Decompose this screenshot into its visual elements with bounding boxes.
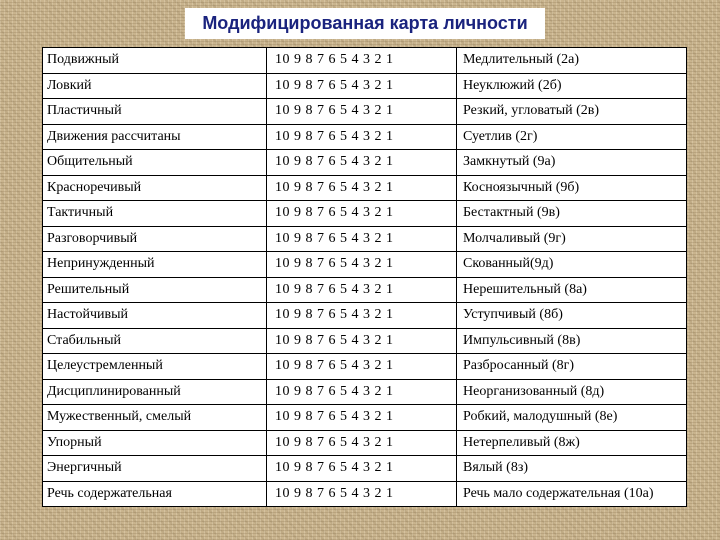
trait-negative-cell: Неуклюжий (2б) bbox=[457, 73, 687, 99]
table-row bbox=[43, 328, 687, 354]
table-row bbox=[43, 430, 687, 456]
trait-negative-cell: Уступчивый (8б) bbox=[457, 303, 687, 329]
table-row bbox=[43, 175, 687, 201]
rating-scale-cell: 10 9 8 7 6 5 4 3 2 1 bbox=[267, 456, 457, 482]
rating-scale-cell: 10 9 8 7 6 5 4 3 2 1 bbox=[267, 175, 457, 201]
trait-positive-cell: Подвижный bbox=[43, 48, 267, 74]
trait-positive-cell: Непринужденный bbox=[43, 252, 267, 278]
table-row bbox=[43, 405, 687, 431]
table-row bbox=[43, 99, 687, 125]
trait-positive-cell: Тактичный bbox=[43, 201, 267, 227]
trait-positive-cell: Общительный bbox=[43, 150, 267, 176]
rating-scale-cell: 10 9 8 7 6 5 4 3 2 1 bbox=[267, 99, 457, 125]
trait-negative-cell: Нетерпеливый (8ж) bbox=[457, 430, 687, 456]
table-row bbox=[43, 303, 687, 329]
trait-positive-cell: Настойчивый bbox=[43, 303, 267, 329]
rating-scale-cell: 10 9 8 7 6 5 4 3 2 1 bbox=[267, 379, 457, 405]
trait-positive-cell: Разговорчивый bbox=[43, 226, 267, 252]
title-box bbox=[185, 8, 545, 39]
trait-negative-cell: Замкнутый (9а) bbox=[457, 150, 687, 176]
rating-scale-cell: 10 9 8 7 6 5 4 3 2 1 bbox=[267, 481, 457, 507]
table-row bbox=[43, 277, 687, 303]
trait-negative-cell: Суетлив (2г) bbox=[457, 124, 687, 150]
table-row bbox=[43, 379, 687, 405]
trait-negative-cell: Скованный(9д) bbox=[457, 252, 687, 278]
table-row bbox=[43, 354, 687, 380]
trait-negative-cell: Нерешительный (8а) bbox=[457, 277, 687, 303]
trait-negative-cell: Медлительный (2а) bbox=[457, 48, 687, 74]
page-title: Модифицированная карта личности bbox=[202, 13, 528, 33]
trait-negative-cell: Импульсивный (8в) bbox=[457, 328, 687, 354]
table-row bbox=[43, 124, 687, 150]
table-body bbox=[43, 48, 687, 507]
table-row bbox=[43, 226, 687, 252]
trait-positive-cell: Движения рассчитаны bbox=[43, 124, 267, 150]
trait-negative-cell: Молчаливый (9г) bbox=[457, 226, 687, 252]
trait-negative-cell: Вялый (8з) bbox=[457, 456, 687, 482]
rating-scale-cell: 10 9 8 7 6 5 4 3 2 1 bbox=[267, 430, 457, 456]
personality-card-table bbox=[42, 47, 687, 507]
trait-negative-cell: Неорганизованный (8д) bbox=[457, 379, 687, 405]
trait-negative-cell: Разбросанный (8г) bbox=[457, 354, 687, 380]
rating-scale-cell: 10 9 8 7 6 5 4 3 2 1 bbox=[267, 328, 457, 354]
rating-scale-cell: 10 9 8 7 6 5 4 3 2 1 bbox=[267, 303, 457, 329]
table-row bbox=[43, 201, 687, 227]
table-row bbox=[43, 252, 687, 278]
rating-scale-cell: 10 9 8 7 6 5 4 3 2 1 bbox=[267, 150, 457, 176]
trait-negative-cell: Робкий, малодушный (8е) bbox=[457, 405, 687, 431]
table-row bbox=[43, 150, 687, 176]
trait-positive-cell: Целеустремленный bbox=[43, 354, 267, 380]
rating-scale-cell: 10 9 8 7 6 5 4 3 2 1 bbox=[267, 354, 457, 380]
trait-positive-cell: Решительный bbox=[43, 277, 267, 303]
table-row bbox=[43, 48, 687, 74]
trait-negative-cell: Бестактный (9в) bbox=[457, 201, 687, 227]
rating-scale-cell: 10 9 8 7 6 5 4 3 2 1 bbox=[267, 73, 457, 99]
table-row bbox=[43, 481, 687, 507]
trait-positive-cell: Ловкий bbox=[43, 73, 267, 99]
trait-negative-cell: Речь мало содержательная (10а) bbox=[457, 481, 687, 507]
trait-positive-cell: Речь содержательная bbox=[43, 481, 267, 507]
rating-scale-cell: 10 9 8 7 6 5 4 3 2 1 bbox=[267, 277, 457, 303]
rating-scale-cell: 10 9 8 7 6 5 4 3 2 1 bbox=[267, 252, 457, 278]
trait-positive-cell: Мужественный, смелый bbox=[43, 405, 267, 431]
table-row bbox=[43, 73, 687, 99]
rating-scale-cell: 10 9 8 7 6 5 4 3 2 1 bbox=[267, 201, 457, 227]
trait-negative-cell: Резкий, угловатый (2в) bbox=[457, 99, 687, 125]
trait-negative-cell: Косноязычный (9б) bbox=[457, 175, 687, 201]
trait-positive-cell: Упорный bbox=[43, 430, 267, 456]
trait-positive-cell: Энергичный bbox=[43, 456, 267, 482]
table-row bbox=[43, 456, 687, 482]
trait-positive-cell: Пластичный bbox=[43, 99, 267, 125]
trait-positive-cell: Дисциплинированный bbox=[43, 379, 267, 405]
rating-scale-cell: 10 9 8 7 6 5 4 3 2 1 bbox=[267, 124, 457, 150]
rating-scale-cell: 10 9 8 7 6 5 4 3 2 1 bbox=[267, 48, 457, 74]
trait-positive-cell: Стабильный bbox=[43, 328, 267, 354]
trait-positive-cell: Красноречивый bbox=[43, 175, 267, 201]
rating-scale-cell: 10 9 8 7 6 5 4 3 2 1 bbox=[267, 405, 457, 431]
rating-scale-cell: 10 9 8 7 6 5 4 3 2 1 bbox=[267, 226, 457, 252]
